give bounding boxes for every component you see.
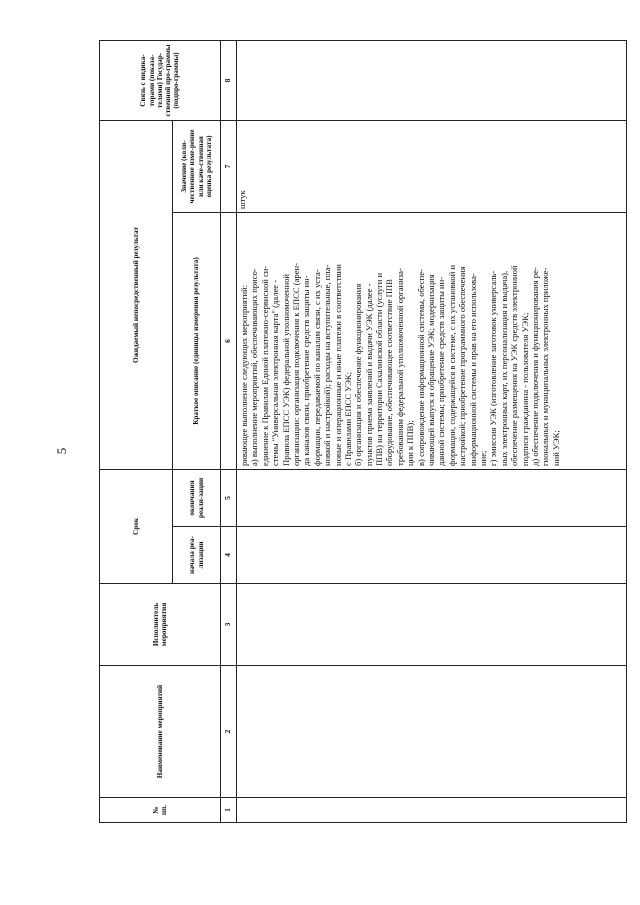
description-line: информационной системы и прав на его использова- (467, 273, 478, 466)
header-term-end: окончания реали-зации (173, 470, 221, 527)
cell-executor (237, 584, 627, 666)
description-line: единение к Правилам Единой платежно-сервисной си- (259, 265, 270, 466)
column-number: 5 (221, 470, 237, 527)
description-line: настройкой; приобретение программного обеспечения (457, 266, 468, 466)
measures-table (99, 40, 627, 823)
header-link: Связь с индика-торами (показа-телями) Государ-ственной про-граммы (подпро-граммы) (100, 41, 221, 121)
description-line: ривающее выполнение следующих мероприятий: (239, 284, 249, 466)
header-term: Срок (100, 470, 173, 584)
header-term-start: начала реа-лизации (173, 527, 221, 584)
rotated-table-wrapper (99, 41, 627, 823)
description-line: ных электронных карт, их персонализация и выдача), (498, 270, 509, 466)
description-line: да каналов связи, приобретение средств защиты ин- (301, 275, 312, 466)
description-line: новые и операционные и иные платежи в соответствии (332, 264, 343, 466)
description-line: формации, передаваемой по каналам связи, с их уста- (311, 269, 322, 466)
description-line: новкой и настройкой); расходы на вступительные, пла- (322, 264, 333, 466)
header-result: Ожидаемый непосредственный результат (100, 121, 173, 470)
header-result-value: Значение (коли-чественное изме-рение или каче-ственная оценка результата) (173, 121, 221, 213)
column-number-row (221, 41, 237, 823)
description-line: д) обеспечение подключения и функционирования ре- (529, 267, 540, 466)
cell-link (237, 41, 627, 121)
description-line: гиональных и муниципальных электронных приложе- (540, 267, 551, 466)
cell-name (237, 666, 627, 798)
column-number: 2 (221, 666, 237, 798)
description-line: чивающей выпуск и обращение УЭК; модернизация (426, 274, 437, 466)
header-num: № пп. (100, 798, 221, 823)
column-number: 6 (221, 213, 237, 470)
description-line: ние; (477, 450, 488, 466)
description-line: с Правилами ЕПСС УЭК; (342, 371, 353, 466)
header-result-desc: Краткое описание (единицы измерения результата) (173, 213, 221, 470)
description-line: данной системы; приобретение средств защиты ин- (436, 276, 447, 466)
column-number: 1 (221, 798, 237, 823)
description-line: ний УЭК; (550, 430, 561, 466)
page-number: 5 (54, 447, 69, 455)
header-row-1 (100, 41, 173, 823)
column-number: 4 (221, 527, 237, 584)
header-name: Наименование мероприятий (100, 666, 221, 798)
description-line: формации, содержащейся в системе, с их установкой и (446, 264, 457, 466)
column-number: 7 (221, 121, 237, 213)
description-line: Правила ЕПСС УЭК) федеральной уполномоченной (280, 273, 291, 466)
cell-term-start (237, 527, 627, 584)
header-executor: Исполнитель мероприятия (100, 584, 221, 666)
description-line: в) сопровождение информационной системы, обеспе- (415, 269, 426, 466)
column-number: 8 (221, 41, 237, 121)
cell-num (237, 798, 627, 823)
cell-result-value: штук (237, 121, 627, 213)
description-line: пунктов приема заявлений и выдачи УЭК (далее - (363, 283, 374, 466)
description-line: а) выполнение мероприятий, обеспечивающих присо- (249, 268, 260, 466)
cell-term-end (237, 470, 627, 527)
description-line: организации: организация подключения к ЕПСС (арен- (290, 263, 301, 466)
description-line: ППВ) на территории Сахалинской области (услуги и (374, 272, 385, 466)
description-line: оборудование, обеспечивающее соответствие ППВ (384, 279, 395, 466)
description-line: требованиям федеральной уполномоченной организа- (394, 268, 405, 466)
description-line: подписи гражданина - пользователя УЭК; (519, 312, 530, 466)
description-line: г) эмиссия УЭК (изготовление заготовок универсаль- (488, 270, 499, 466)
column-number: 3 (221, 584, 237, 666)
description-line: б) организация и обеспечение функционирования (353, 283, 364, 466)
cell-result-description (237, 213, 627, 470)
description-line: обеспечение размещения на УЭК средств электронной (509, 265, 520, 466)
table-row (237, 41, 627, 823)
description-line: ции к ППВ); (405, 420, 416, 466)
description-line: стемы "Универсальная электронная карта" (далее - (270, 279, 281, 466)
